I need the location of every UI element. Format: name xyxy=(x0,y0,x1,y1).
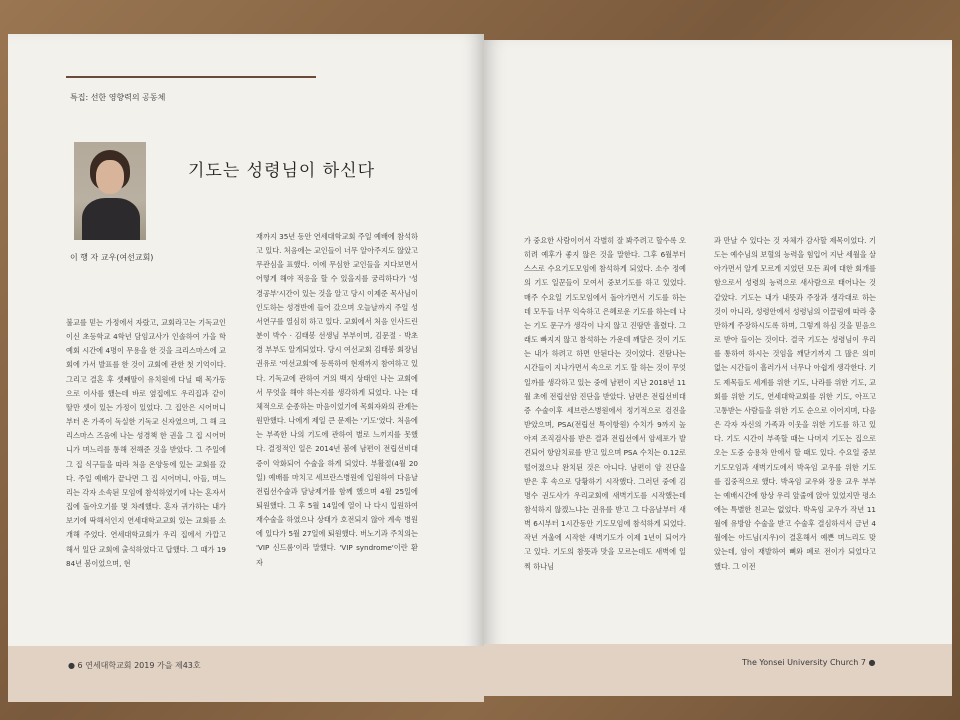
author-photo xyxy=(74,142,146,240)
text-column-4: 과 만날 수 있다는 것 자체가 감사할 제목이었다. 기도는 예수님의 보혈의 능력을 힘입어 지난 세월을 살아가면서 알게 모르게 지었던 모든 죄에 대한 회개를 함으로서 성령의 능력으로 새사람으로 태어나는 것 같았다. 기도는 내가 내뜻과 주장과 생각대로 하는 것이 아니라, 성령안에서 성령님의 이끌림에 따라 충만하게 주장하시도록 하며, 그렇게 하심 것을 믿음으로 받아 들이는 것이다. 결국 기도는 성령님이 우리를 통하여 하시는 것임을 깨닫기까지 그 많은 의미 없는 시간들이 흘러가서 너무나 아쉽게 생각한다. 기도 제목들도 세계를 위한 기도, 나라를 위한 기도, 교회를 위한 기도, 연세대학교회를 위한 기도, 아프고 고통받는 사람들을 위한 기도 순으로 이어지며, 다음은 각자 자신의 가족과 이웃을 위한 기도를 하고 있다. 기도 시간이 부족할 때는 나머지 기도는 집으로 오는 도중 승용차 안에서 할 때도 있다. 수요일 중보기도모임과 새벽기도에서 박옥임 교우를 위한 기도를 집중적으로 했다. 박옥임 교우와 장용 교우 부부는 예배시간에 항상 우리 앞줄에 앉아 있었지만 평소에는 특별한 친교는 없었다. 박옥임 교우가 작년 11월에 유방암 수술을 받고 수술후 결심하셔서 금년 4월에는 아드님(지우)이 결혼해서 예쁜 며느리도 맞았는데, 암이 재발하여 뼈와 폐로 전이가 되었다고 했다. 그 이전 xyxy=(714,236,876,571)
photo-body xyxy=(82,198,140,240)
footer-band-left xyxy=(8,646,484,702)
footer-band-right xyxy=(484,644,952,696)
text-column-1: 불교를 믿는 가정에서 자랐고, 교회라고는 기독교인이신 초등학교 4학년 담임교사가 인솔하여 가을 학예회 시간에 4명이 무용을 한 것을 크리스마스에 교회에 가서 발표를 한 것이 교회에 관한 첫 기억이다. 그리고 결혼 후 셋째딸이 유치원에 다닐 때 목가동으로 이사를 했는데 바로 옆집에도 우리집과 같이 딸만 셋이 있는 가정이 있었다. 그 집안은 시어머니부터 온 가족이 독실한 기독교 신자였으며, 그 해 크리스마스 즈음에 나는 성경책 한 권을 그 집 시어머니가 며느리를 통해 전해준 것을 받았다. 그 주일에 그 집 식구들을 따라 처음 온양동에 있는 교회를 갔다. 주일 예배가 끝나면 그 집 시어머니, 아들, 며느리는 각자 소속된 모임에 참석하였기에 나는 혼자서 집에 돌아오기를 몇 차례했다. 혼자 귀가하는 내가 보기에 딱해서인지 연세대학교교회 있는 교회를 소개해 주었다. 연세대학교회가 우리 집에서 가깝고 해서 일단 교회에 출석하였다고 답했다. 그 때가 1984년 봄이었으며, 현 xyxy=(66,318,226,568)
section-label: 특집: 선한 영향력의 공동체 xyxy=(70,93,166,102)
page-footer-right: The Yonsei University Church 7 ● xyxy=(742,658,876,667)
article-title: 기도는 성령님이 하신다 xyxy=(188,161,376,181)
right-page xyxy=(484,40,952,696)
photo-face xyxy=(96,160,124,194)
left-page xyxy=(8,34,484,702)
text-column-2: 재까지 35년 동안 연세대학교회 주일 예배에 참석하고 있다. 처음에는 교인들이 너무 알아주지도 않았고 무관심을 표했다. 이에 무심한 교인들을 지다보면서 어떻게 해야 적응을 할 수 있을지를 궁리하다가 '성경공부'시간이 있는 것을 알고 당시 이제준 목사님이 인도하는 성경반에 들어 갔으며 오늘날까지 주일 성서연구를 열심히 하고 있다. 교회에서 처음 인사드린 분이 박수 · 김태봉 선생님 부부이며, 김문절 · 박초경 부부도 알게되었다. 당시 여선교회 김태봉 회장님 권유로 '여선교회'에 등록하여 현재까지 참여하고 있다. 기독교에 관하여 거의 백지 상태인 나는 교회에서 무엇을 해야 하는지를 생각하게 되었다. 나는 대체적으로 순종하는 마음이었기에 목회자와의 관계는 원만했다. 나에게 제일 큰 문제는 '기도'였다. 처음에는 부족한 나의 기도에 관하여 별로 느끼지를 못했다. 결정적인 일은 2014년 봄에 남편이 전립선비대증이 악화되어 수술을 하게 되었다. 부활절(4월 20일) 예배를 마치고 세브란스병원에 입원하여 다음날 전립선수술과 담낭제거를 함께 했으며 4월 25일에 퇴원했다. 그 후 5월 14일에 열이 나 다시 입원하여 재수술을 하였으나 상태가 호전되지 않아 계속 병원에 있다가 5월 27일에 퇴원했다. 버노기과 주치의는 'VIP 신드롬'이라 말했다. 'VIP syndrome'이란 환자 xyxy=(256,232,418,567)
header-rule xyxy=(66,76,316,78)
page-footer-left: ● 6 연세대학교회 2019 가을 제43호 xyxy=(68,661,201,670)
author-caption: 이 행 자 교우(여선교회) xyxy=(70,253,154,262)
text-column-3: 가 중요한 사람이어서 각별히 잘 봐주려고 할수록 오히려 예후가 좋지 않은 것을 말한다. 그후 6월부터 스스로 수요기도모임에 참석하게 되었다. 소수 정예의 기도 일꾼들이 모여서 중보기도를 하고 있었다. 매주 수요일 기도모임에서 돌아가면서 기도를 하는데 모두들 너무 익숙하고 은혜로운 기도를 하는데 나는 기도 문구가 생각이 나지 않고 진땀만 흘렸다. 그래도 빠지지 않고 참석하는 가운데 깨달은 것이 기도는 내가 하려고 하면 안된다는 것이었다. 진땀나는 시간들이 지나가면서 속으로 기도 할 하는 것이 무엇일까를 생각하고 있는 중에 남편이 지난 2018년 11월 초에 전립선암 진단을 받았다. 남편은 전립선비대증 수술이후 세브란스병원에서 정기적으로 검진을 받았으며, PSA(전립선 특이항원) 수치가 9까지 높아져 조직검사를 받은 결과 전립선에서 암세포가 발견되어 항암치료를 받고 있으며 PSA 수치는 0.12로 떨어졌으나 완치된 것은 아니다. 남편이 암 진단을 받은 후 속으로 당황하기 시작했다. 그러던 중에 김명수 권도사가 우리교회에 새벽기도를 시작했는데 참석하지 않겠느냐는 권유를 받고 그 다음날부터 새벽 6시부터 1시간동안 기도모임에 참석하게 되었다. 작년 겨울에 시작한 새벽기도가 이제 1년이 되어가고 있다. 기도의 참뜻과 맛을 모르는데도 새벽에 일찍 하나님 xyxy=(524,236,686,571)
